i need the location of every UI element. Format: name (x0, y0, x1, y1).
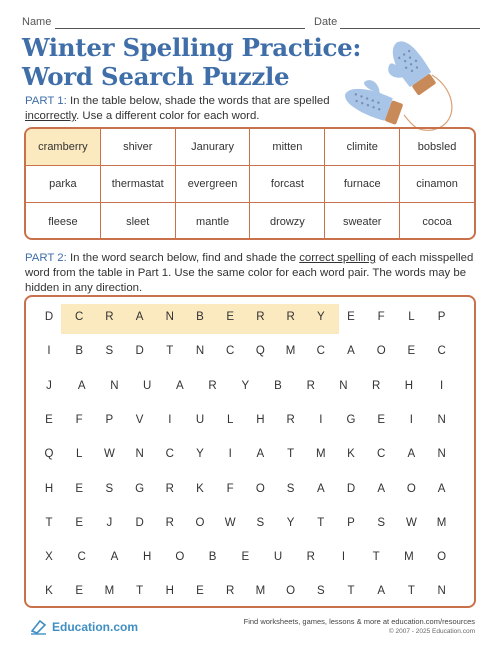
grid-letter[interactable]: N (437, 585, 446, 598)
grid-letter[interactable]: P (105, 413, 114, 426)
logo-text: Education.com (52, 620, 139, 634)
grid-letter[interactable]: I (319, 413, 323, 426)
grid-letter[interactable]: B (196, 311, 204, 323)
grid-letter[interactable]: A (176, 379, 184, 392)
grid-letter[interactable]: Y (241, 379, 250, 392)
grid-letter[interactable]: E (407, 345, 416, 358)
table-cell[interactable]: Janurary (176, 129, 251, 165)
grid-letter[interactable]: O (437, 551, 447, 564)
grid-letter[interactable]: T (317, 516, 325, 529)
grid-letter[interactable]: O (286, 585, 296, 598)
grid-letter[interactable]: E (45, 413, 53, 426)
grid-letter[interactable]: G (346, 413, 356, 426)
grid-letter[interactable]: A (407, 448, 416, 461)
grid-letter[interactable]: W (405, 516, 417, 529)
grid-letter[interactable]: C (316, 345, 325, 358)
grid-letter[interactable]: U (195, 413, 205, 426)
grid-letter[interactable]: B (274, 379, 282, 392)
grid-letter[interactable]: H (256, 413, 265, 426)
grid-letter[interactable]: E (75, 482, 84, 495)
grid-letter[interactable]: O (376, 345, 386, 358)
grid-letter[interactable]: N (195, 345, 205, 358)
grid-letter[interactable]: T (166, 345, 174, 358)
grid-letter[interactable]: A (377, 585, 386, 598)
grid-letter[interactable]: R (165, 482, 174, 495)
grid-letter[interactable]: E (75, 516, 84, 529)
grid-letter[interactable]: F (75, 413, 83, 426)
grid-letter[interactable]: N (437, 448, 446, 461)
grid-letter[interactable]: E (347, 311, 355, 323)
grid-letter[interactable]: D (44, 311, 54, 323)
grid-letter[interactable]: T (287, 448, 295, 461)
mittens-icon (332, 30, 462, 142)
grid-letter[interactable]: S (105, 482, 114, 495)
word-search-grid (24, 295, 476, 608)
title-line-2: Word Search Puzzle (22, 62, 290, 91)
grid-letter[interactable]: R (226, 585, 235, 598)
grid-letter[interactable]: Q (255, 345, 265, 358)
grid-letter[interactable]: H (165, 585, 174, 598)
grid-letter[interactable]: L (75, 448, 83, 461)
grid-letter[interactable]: D (135, 516, 144, 529)
grid-letter[interactable]: O (195, 516, 205, 529)
table-cell[interactable]: thermastat (101, 166, 176, 202)
grid-letter[interactable]: D (135, 345, 144, 358)
grid-letter[interactable]: R (372, 379, 381, 392)
grid-letter[interactable]: T (136, 585, 144, 598)
table-cell[interactable]: cocoa (422, 215, 452, 228)
grid-letter[interactable]: C (75, 311, 84, 323)
grid-letter[interactable]: M (436, 516, 447, 529)
grid-letter[interactable]: K (196, 482, 204, 495)
footer-resources[interactable]: Find worksheets, games, lessons & more at education.com/resources (243, 617, 475, 626)
grid-letter[interactable]: P (437, 311, 446, 323)
grid-letter[interactable]: M (285, 345, 296, 358)
grid-letter[interactable]: J (46, 379, 52, 392)
grid-letter[interactable]: B (208, 551, 217, 564)
table-cell[interactable]: parka (26, 166, 101, 202)
table-cell[interactable]: climite (325, 129, 400, 165)
table-cell[interactable]: bobsled (417, 141, 457, 153)
table-cell[interactable]: mitten (250, 129, 325, 165)
grid-letter[interactable]: S (105, 345, 114, 358)
grid-letter[interactable]: F (226, 482, 234, 495)
grid-letter[interactable]: A (135, 311, 144, 323)
part1-underlined: incorrectly (25, 110, 77, 122)
part2-tag: PART 2: (25, 252, 67, 264)
table-cell[interactable]: furnace (325, 166, 400, 202)
table-row (26, 129, 474, 166)
grid-letter[interactable]: H (404, 379, 414, 392)
grid-letter[interactable]: R (286, 413, 295, 426)
grid-letter[interactable]: Q (44, 448, 54, 461)
grid-letter[interactable]: H (142, 551, 152, 564)
grid-letter[interactable]: R (306, 379, 315, 392)
grid-letter[interactable]: A (347, 345, 355, 358)
grid-letter[interactable]: W (224, 516, 236, 529)
grid-letter[interactable]: M (316, 448, 326, 461)
grid-letter[interactable]: M (404, 551, 414, 564)
grid-row (26, 439, 474, 469)
grid-letter[interactable]: I (47, 345, 51, 358)
table-cell[interactable]: mantle (176, 203, 251, 240)
grid-letter[interactable]: R (256, 311, 265, 323)
grid-letter[interactable]: T (45, 516, 53, 529)
grid-letter[interactable]: S (256, 516, 265, 529)
table-cell[interactable]: fleese (26, 203, 101, 240)
grid-row (26, 405, 474, 435)
education-logo (30, 619, 138, 635)
grid-letter[interactable]: O (255, 482, 265, 495)
table-cell[interactable]: forcast (250, 166, 325, 202)
grid-letter[interactable]: N (135, 448, 144, 461)
grid-row (26, 474, 474, 504)
grid-letter[interactable]: U (273, 551, 283, 564)
grid-letter[interactable]: R (165, 516, 174, 529)
part1-tag: PART 1: (25, 95, 67, 107)
name-field[interactable] (55, 28, 305, 29)
grid-letter[interactable]: H (44, 482, 54, 495)
grid-letter[interactable]: A (110, 551, 119, 564)
grid-letter[interactable]: Y (196, 448, 204, 461)
grid-letter[interactable]: Y (316, 311, 325, 323)
grid-letter[interactable]: C (226, 345, 235, 358)
table-cell[interactable]: drowzy (250, 203, 325, 240)
grid-row (26, 371, 474, 401)
grid-letter[interactable]: N (165, 311, 174, 323)
footer-copyright: © 2007 - 2025 Education.com (388, 628, 475, 635)
grid-letter[interactable]: C (165, 448, 174, 461)
grid-letter[interactable]: I (439, 379, 444, 392)
grid-letter[interactable]: J (106, 516, 113, 529)
grid-letter[interactable]: I (341, 551, 346, 564)
grid-row (26, 576, 474, 606)
grid-letter[interactable]: I (168, 413, 172, 426)
grid-letter[interactable]: V (135, 413, 144, 426)
grid-letter[interactable]: T (347, 585, 355, 598)
grid-letter[interactable]: C (437, 345, 446, 358)
date-field[interactable] (340, 28, 480, 29)
grid-row (26, 508, 474, 538)
name-label: Name (22, 16, 52, 28)
table-cell[interactable]: evergreen (176, 166, 251, 202)
table-cell[interactable]: sleet (101, 203, 176, 240)
part2-instructions: PART 2: In the word search below, find and shade the correct spelling of each misspelled word from the table in Part 1. Use the same color for each word pair. The words may be hidden in any direction. (25, 252, 474, 294)
grid-letter[interactable]: C (377, 448, 386, 461)
grid-letter[interactable]: D (346, 482, 356, 495)
table-cell[interactable]: cinamon (416, 178, 458, 190)
grid-letter[interactable]: B (75, 345, 84, 358)
grid-letter[interactable]: M (255, 585, 266, 598)
grid-row (26, 336, 474, 366)
grid-letter[interactable]: E (241, 551, 250, 564)
grid-letter[interactable]: E (75, 585, 84, 598)
grid-letter[interactable]: R (105, 311, 114, 323)
grid-letter[interactable]: L (408, 311, 415, 323)
grid-letter[interactable]: P (347, 516, 355, 529)
pencil-logo-icon (30, 619, 48, 635)
grid-row (26, 542, 474, 572)
page-title (22, 33, 361, 91)
grid-letter[interactable]: I (228, 448, 232, 461)
grid-letter[interactable]: T (372, 551, 380, 564)
grid-letter[interactable]: C (77, 551, 86, 564)
word-table (24, 127, 476, 240)
part2-underlined: correct spelling (299, 252, 376, 264)
grid-letter[interactable]: N (437, 413, 446, 426)
grid-letter[interactable]: O (406, 482, 416, 495)
grid-letter[interactable]: Y (286, 516, 295, 529)
grid-letter[interactable]: T (407, 585, 415, 598)
grid-letter[interactable]: S (377, 516, 386, 529)
grid-letter[interactable]: X (45, 551, 53, 564)
grid-letter[interactable]: F (377, 311, 385, 323)
grid-letter[interactable]: R (306, 551, 315, 564)
title-line-1: Winter Spelling Practice: (22, 33, 362, 62)
grid-letter[interactable]: L (226, 413, 234, 426)
date-label: Date (314, 16, 338, 28)
grid-letter[interactable]: G (135, 482, 145, 495)
grid-letter[interactable]: E (377, 413, 386, 426)
grid-letter[interactable]: A (316, 482, 325, 495)
table-cell[interactable]: shiver (101, 129, 176, 165)
grid-letter[interactable]: E (226, 311, 235, 323)
grid-letter[interactable]: S (286, 482, 295, 495)
grid-letter[interactable]: R (286, 311, 295, 323)
grid-letter[interactable]: A (437, 482, 446, 495)
grid-letter[interactable]: E (196, 585, 204, 598)
grid-letter[interactable]: U (142, 379, 152, 392)
grid-letter[interactable]: A (377, 482, 386, 495)
table-cell[interactable]: cramberry (26, 129, 101, 165)
table-cell[interactable]: sweater (325, 203, 400, 240)
grid-letter[interactable]: A (256, 448, 265, 461)
grid-letter[interactable]: N (339, 379, 348, 392)
grid-letter[interactable]: R (208, 379, 217, 392)
grid-letter[interactable]: A (77, 379, 86, 392)
grid-letter[interactable]: K (45, 585, 53, 598)
grid-letter[interactable]: N (110, 379, 119, 392)
table-row (26, 203, 474, 240)
grid-letter[interactable]: K (347, 448, 355, 461)
grid-letter[interactable]: I (409, 413, 413, 426)
grid-row (26, 302, 474, 332)
grid-letter[interactable]: M (104, 585, 115, 598)
part1-instructions: PART 1: In the table below, shade the words that are spelled incorrectly. Use a different color for each word. (25, 95, 330, 122)
grid-letter[interactable]: O (175, 551, 185, 564)
grid-letter[interactable]: S (316, 585, 325, 598)
table-row (26, 166, 474, 203)
grid-letter[interactable]: W (103, 448, 115, 461)
footer-info (244, 617, 475, 635)
